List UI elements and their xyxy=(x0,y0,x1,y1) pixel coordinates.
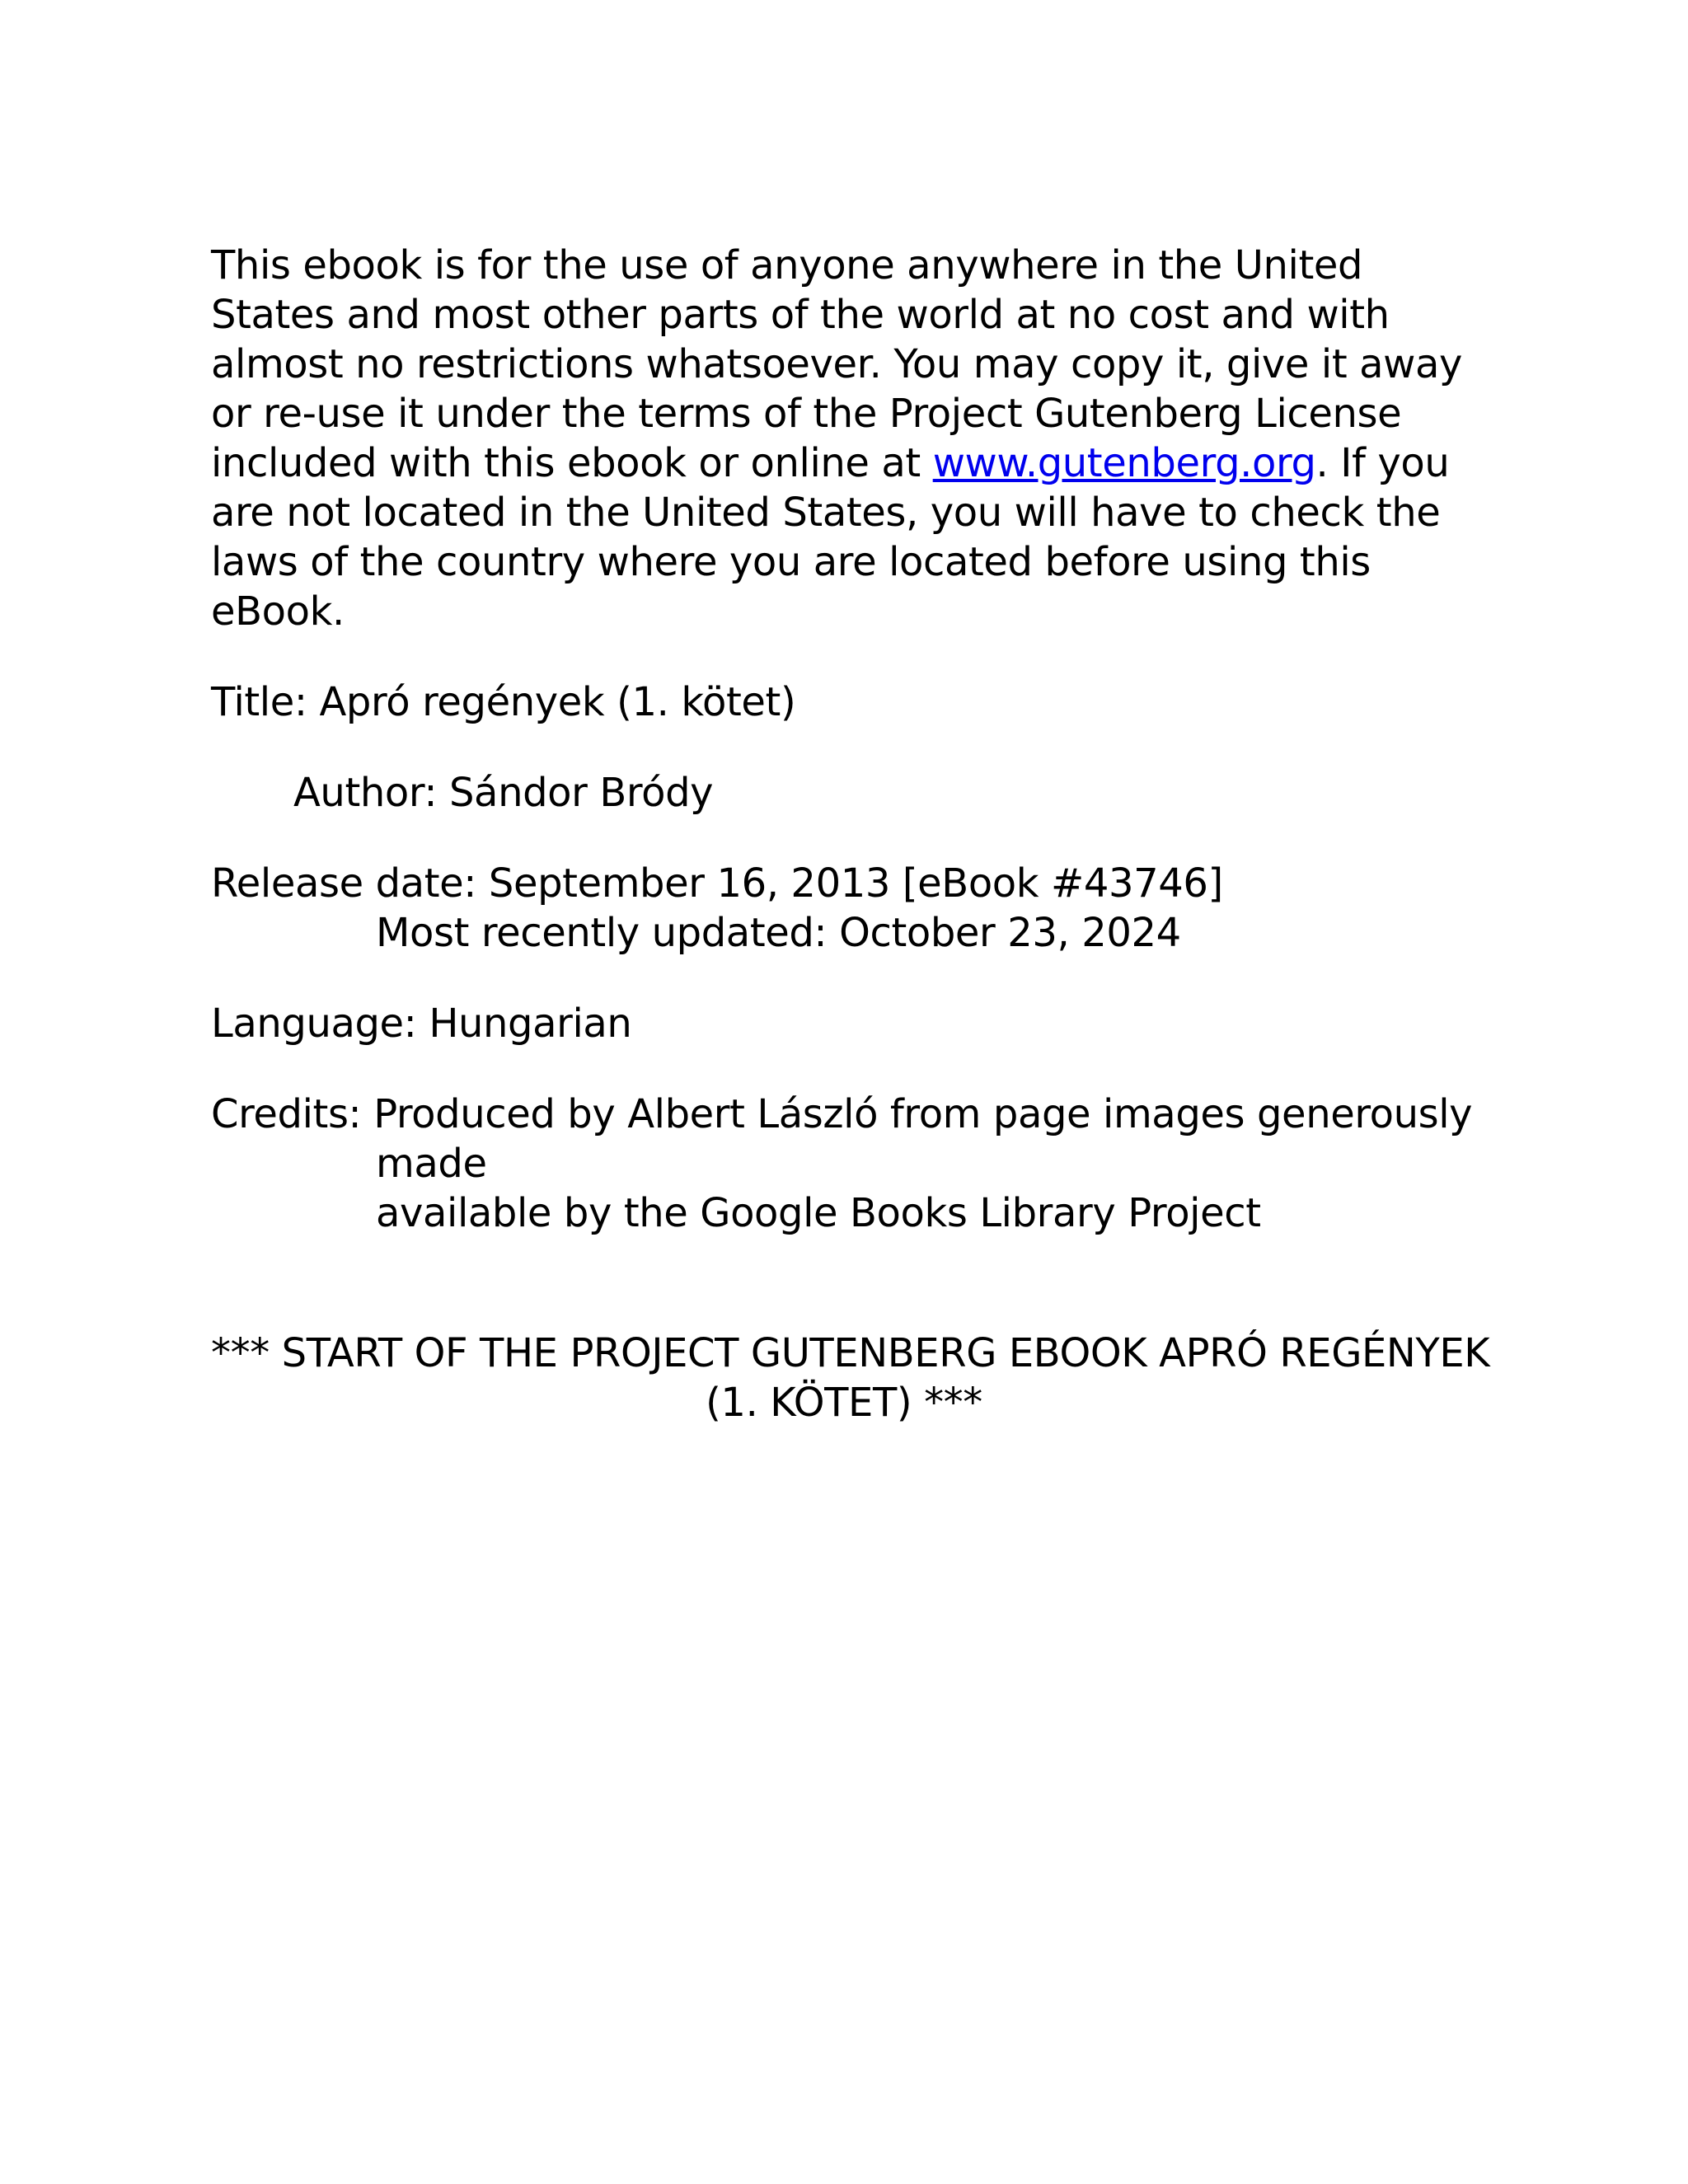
gutenberg-link[interactable]: www.gutenberg.org xyxy=(932,440,1316,486)
license-text-start: This ebook is for the use of anyone anywhere in the United States and most other parts of the world at no cost and with almost no restrictions whatsoever. You may copy it, give it away or re-use it under the terms of the Project Gutenberg License included with this ebook or online at xyxy=(211,242,1463,486)
credits-line-3: available by the Google Books Library Project xyxy=(376,1190,1261,1236)
license-text-end: . If you are not located in the United States, you will have to check the laws of the country where you are located before using this eBook. xyxy=(211,440,1450,635)
updated-date-line: Most recently updated: October 23, 2024 xyxy=(376,910,1181,956)
release-date-line: Release date: September 16, 2013 [eBook #43746] xyxy=(211,860,1223,907)
start-marker-line-2: (1. KÖTET) *** xyxy=(706,1380,982,1426)
language-line: Language: Hungarian xyxy=(211,1001,632,1047)
author-line: Author: Sándor Bródy xyxy=(293,770,714,816)
start-marker xyxy=(211,1329,1490,1427)
ebook-page xyxy=(211,241,1490,1427)
title-line: Title: Apró regények (1. kötet) xyxy=(211,679,796,725)
license-paragraph xyxy=(211,241,1477,636)
start-marker-line-1: *** START OF THE PROJECT GUTENBERG EBOOK APRÓ REGÉNYEK xyxy=(211,1330,1490,1376)
credits-line-2: made xyxy=(376,1141,487,1187)
credits-line: Credits: Produced by Albert László from page images generously xyxy=(211,1091,1473,1137)
